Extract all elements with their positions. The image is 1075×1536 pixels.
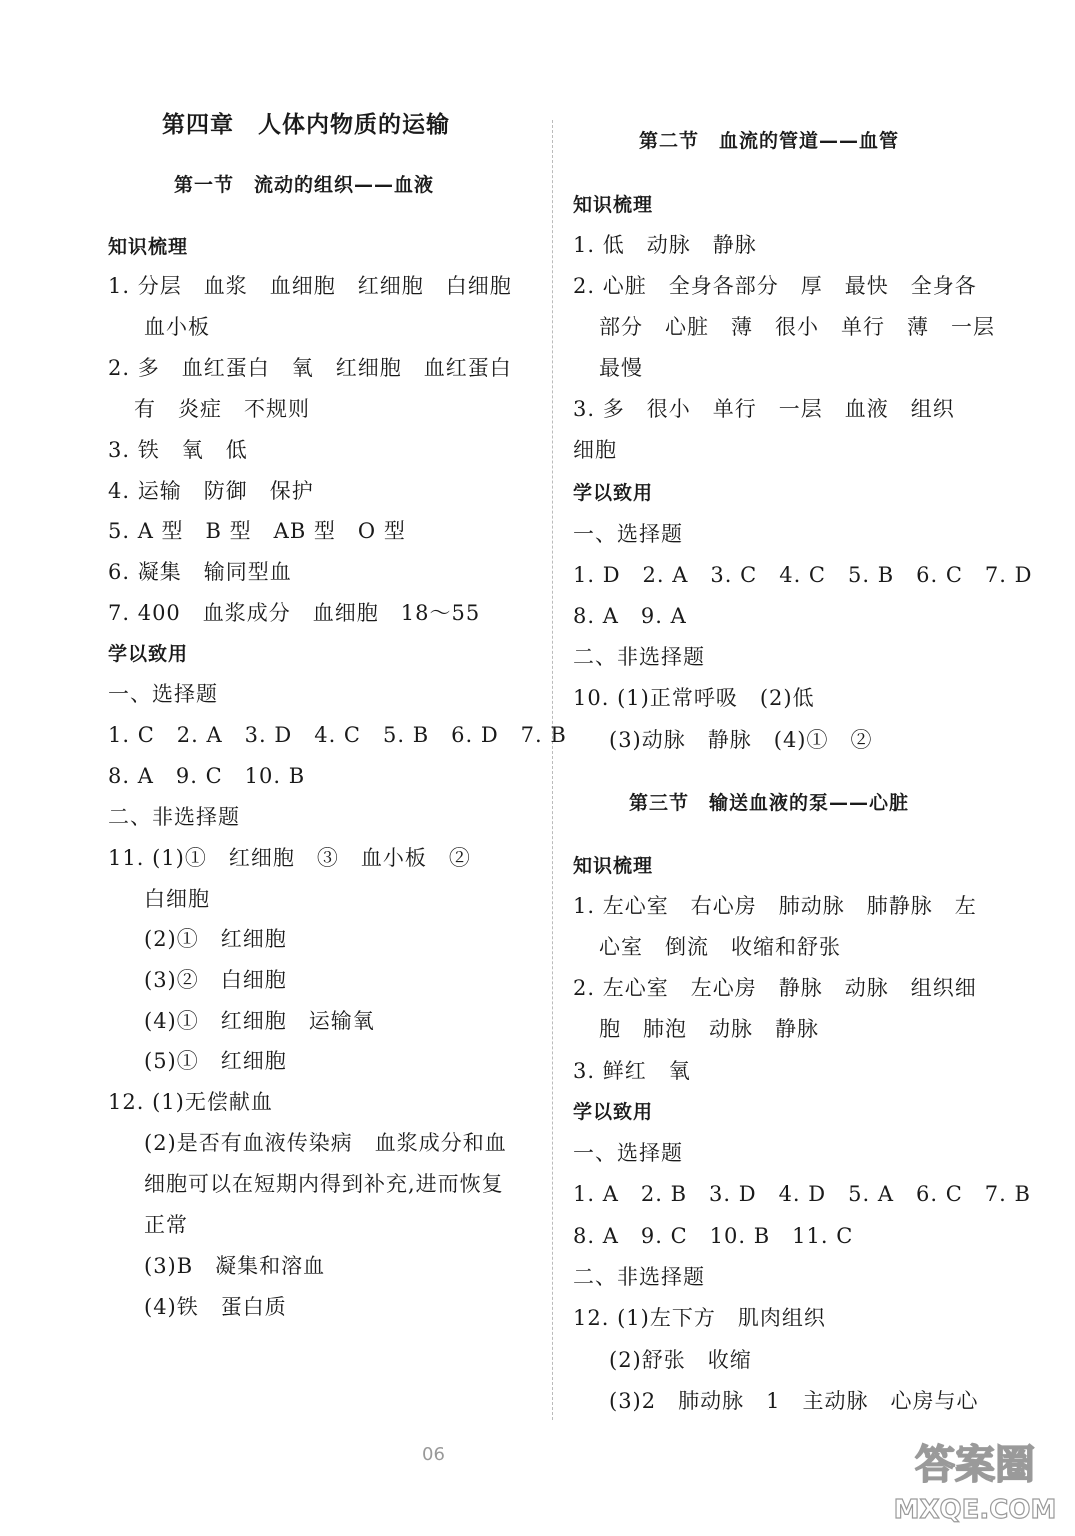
question-12-part-2-cont: 细胞可以在短期内得到补充,进而恢复 — [144, 1172, 504, 1196]
question-12: 12. (1)无偿献血 — [108, 1090, 273, 1114]
question-11-part-2: (2)① 红细胞 — [144, 927, 287, 951]
s2-knowledge-item-2: 2. 心脏 全身各部分 厚 最快 全身各 — [573, 274, 977, 298]
question-11-part-5: (5)① 红细胞 — [144, 1049, 287, 1073]
question-12-part-3: (3)B 凝集和溶血 — [144, 1254, 326, 1278]
heading-application-3: 学以致用 — [573, 1101, 654, 1123]
page-number: 06 — [422, 1444, 445, 1465]
knowledge-item-6: 6. 凝集 输同型血 — [108, 560, 292, 584]
s2-knowledge-item-1: 1. 低 动脉 静脉 — [573, 233, 757, 257]
s2-knowledge-item-3-cont: 细胞 — [573, 438, 617, 462]
mc-answers-row-2: 8. A 9. C 10. B — [108, 764, 306, 788]
heading-application: 学以致用 — [108, 643, 189, 665]
s2-knowledge-item-3: 3. 多 很小 单行 一层 血液 组织 — [573, 397, 955, 421]
heading-application-2: 学以致用 — [573, 482, 654, 504]
s2-mc-answers-row-1: 1. D 2. A 3. C 4. C 5. B 6. C 7. D — [573, 563, 1033, 587]
knowledge-item-2: 2. 多 血红蛋白 氧 红细胞 血红蛋白 — [108, 356, 512, 380]
s3-knowledge-item-1-cont: 心室 倒流 收缩和舒张 — [599, 935, 841, 959]
nonmc-heading: 二、非选择题 — [108, 805, 240, 829]
heading-knowledge-3: 知识梳理 — [573, 855, 654, 877]
question-11: 11. (1)① 红细胞 ③ 血小板 ② — [108, 846, 471, 870]
s3-knowledge-item-2-cont: 胞 肺泡 动脉 静脉 — [599, 1017, 819, 1041]
watermark-logo-text: 答案圈 — [915, 1442, 1035, 1488]
s2-knowledge-item-2-cont: 部分 心脏 薄 很小 单行 薄 一层 — [599, 315, 995, 339]
s2-knowledge-item-2-end: 最慢 — [599, 356, 643, 380]
watermark-site-text: MXQE.COM — [893, 1495, 1057, 1525]
s2-nonmc-heading: 二、非选择题 — [573, 645, 705, 669]
s2-question-10-cont: (3)动脉 静脉 (4)① ② — [609, 728, 873, 752]
question-12-part-2: (2)是否有血液传染病 血浆成分和血 — [144, 1131, 507, 1155]
column-divider — [552, 120, 553, 1420]
s3-knowledge-item-3: 3. 鲜红 氧 — [573, 1059, 691, 1083]
s3-knowledge-item-1: 1. 左心室 右心房 肺动脉 肺静脉 左 — [573, 894, 977, 918]
section-title-2: 第二节 血流的管道——血管 — [639, 130, 900, 152]
heading-knowledge-2: 知识梳理 — [573, 194, 654, 216]
s3-mc-heading: 一、选择题 — [573, 1141, 683, 1165]
knowledge-item-5: 5. A 型 B 型 AB 型 O 型 — [108, 519, 406, 543]
knowledge-item-7: 7. 400 血浆成分 血细胞 18～55 — [108, 601, 481, 625]
question-11-part-3: (3)② 白细胞 — [144, 968, 287, 992]
section-title-3: 第三节 输送血液的泵——心脏 — [629, 792, 910, 814]
knowledge-item-3: 3. 铁 氧 低 — [108, 438, 248, 462]
s2-mc-answers-row-2: 8. A 9. A — [573, 604, 687, 628]
s3-knowledge-item-2: 2. 左心室 左心房 静脉 动脉 组织细 — [573, 976, 977, 1000]
question-11-cont: 白细胞 — [144, 887, 210, 911]
heading-knowledge: 知识梳理 — [108, 236, 189, 258]
knowledge-item-1-cont: 血小板 — [144, 315, 210, 339]
knowledge-item-4: 4. 运输 防御 保护 — [108, 479, 314, 503]
s3-nonmc-heading: 二、非选择题 — [573, 1265, 705, 1289]
question-11-part-4: (4)① 红细胞 运输氧 — [144, 1009, 375, 1033]
watermark-logo — [885, 1420, 1065, 1530]
s3-question-12-part-3: (3)2 肺动脉 1 主动脉 心房与心 — [609, 1389, 979, 1413]
s3-question-12-part-2: (2)舒张 收缩 — [609, 1348, 752, 1372]
s2-question-10: 10. (1)正常呼吸 (2)低 — [573, 686, 815, 710]
s3-mc-answers-row-1: 1. A 2. B 3. D 4. D 5. A 6. C 7. B — [573, 1182, 1031, 1206]
section-title-1: 第一节 流动的组织——血液 — [174, 174, 435, 196]
mc-heading: 一、选择题 — [108, 682, 218, 706]
s3-mc-answers-row-2: 8. A 9. C 10. B 11. C — [573, 1224, 854, 1248]
s3-question-12: 12. (1)左下方 肌肉组织 — [573, 1306, 826, 1330]
s2-mc-heading: 一、选择题 — [573, 522, 683, 546]
knowledge-item-1: 1. 分层 血浆 血细胞 红细胞 白细胞 — [108, 274, 512, 298]
mc-answers-row-1: 1. C 2. A 3. D 4. C 5. B 6. D 7. B — [108, 723, 567, 747]
question-12-part-4: (4)铁 蛋白质 — [144, 1295, 287, 1319]
chapter-title: 第四章 人体内物质的运输 — [162, 112, 450, 138]
knowledge-item-2-cont: 有 炎症 不规则 — [134, 397, 310, 421]
question-12-part-2-end: 正常 — [144, 1213, 188, 1237]
